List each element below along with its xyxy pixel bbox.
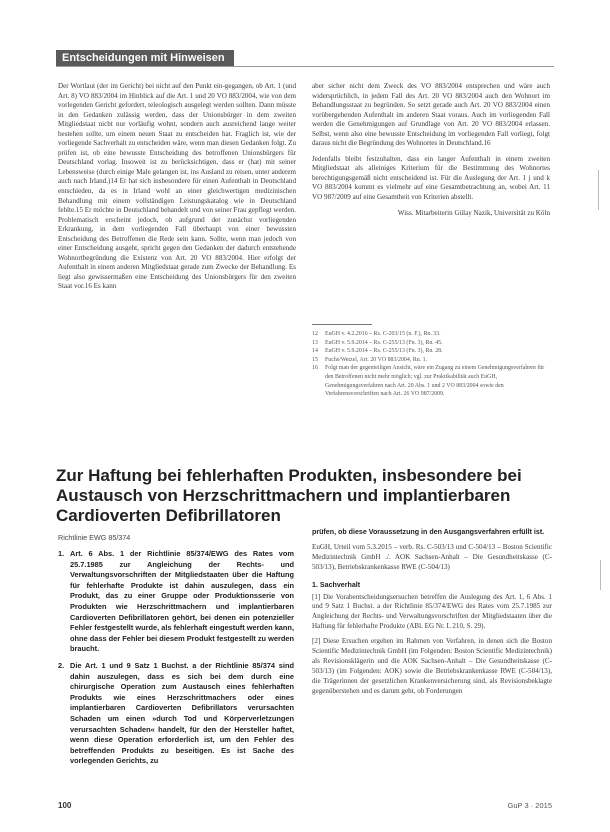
page-number: 100 <box>58 801 72 810</box>
footnote <box>312 364 550 398</box>
footnote-text: EuGH v. 5.9.2014 – Rs. C-255/13 (Fn. 3), Rn. 28. <box>325 348 443 355</box>
footnote-rule <box>312 324 372 325</box>
footnote <box>312 347 550 356</box>
headnotes <box>58 549 294 773</box>
author-line: Wiss. Mitarbeiterin Gülay Nazik, Universität zu Köln <box>397 208 550 217</box>
body-paragraph-2: [2] Diese Ersuchen ergehen im Rahmen von Verfahren, in denen sich die Boston Scientific Medizintechnik GmbH (im Folgenden: Boston Scientific Medizintechnik) als Revisionsklägerin und die AOK Sachsen-Anhalt – Die Gesundheitskasse (C-503/13) (im Folgenden: AOK) sowie die Betriebskrankenkasse RWE (C-504/13), die Trägerinnen der gesetzlichen Krankenversicherung sind, als Revisionsbeklagte gegenüberstehen und es darum geht, ob Forderungen <box>312 637 552 695</box>
footnotes <box>312 330 550 399</box>
headnote-number: 1. <box>58 549 65 558</box>
article-title: Zur Haftung bei fehlerhaften Produkten, insbesondere bei Austausch von Herzschrittmachern und implantierbaren Cardioverten Defibrillatoren <box>56 466 522 525</box>
body-paragraph-1: [1] Die Vorabentscheidungsersuchen betreffen die Auslegung des Art. 1, 6 Abs. 1 und 9 Satz 1 Buchst. a der Richtlinie 85/374/EWG des Rates vom 25.7.1985 zur Angleichung der Rechts- und Verwaltungsvorschriften der Mitgliedstaaten über die Haftung für fehlerhafte Produkte (ABl. EG Nr. L 210, S. 29). <box>312 592 552 631</box>
headnote-number: 2. <box>58 660 65 670</box>
article-right-column <box>312 528 552 702</box>
header-rule <box>56 66 554 67</box>
footnote-text: EuGH v. 4.2.2016 – Rs. C-203/15 (n. F.), Rn. 33. <box>325 331 441 337</box>
scan-edge-mark <box>598 170 599 210</box>
section-header: Entscheidungen mit Hinweisen <box>56 50 234 66</box>
footnote-number: 13 <box>312 339 318 346</box>
right-paragraph-2: Jedenfalls bleibt festzuhalten, dass ein langer Aufenthalt in einem zweiten Mitgliedstaat als alleiniges Kriterium für die Bestimmung des Wohnortes berechtigungsgemäß nicht entscheidend ist. Für die Auslegung der Art. 1 j und k VO 883/2004 kommt es vielmehr auf eine Gesamtbetrachtung an, wobei Art. 11 VO 987/2009 auf eine Gesamtheit von Kriterien abstellt. <box>312 154 550 202</box>
headnote-text: Die Art. 1 und 9 Satz 1 Buchst. a der Richtlinie 85/374 sind dahin auszulegen, dass es sich bei dem durch eine chirurgische Operation zum Austausch eines fehlerhaften Produkts wie eines Herzschrittmachers oder eines implantierbaren Cardioverten Defibrillators verursachten Schaden um einen »durch Tod und Körperverletzungen verursachten Schaden« handelt, für den der Hersteller haftet, wenn diese Operation erforderlich ist, um den Fehler des betreffenden Produkts zu beseitigen. Es ist Sache des vorlegenden Gerichts, zu <box>70 660 294 766</box>
upper-right-column <box>312 82 550 218</box>
headnote-item <box>58 549 294 655</box>
headnote-item <box>58 661 294 767</box>
journal-issue: GuP 3 · 2015 <box>507 801 552 810</box>
headnote-continuation: prüfen, ob diese Voraussetzung in den Ausgangsverfahren erfüllt ist. <box>312 528 545 536</box>
headnote-text: Art. 6 Abs. 1 der Richtlinie 85/374/EWG des Rates vom 25.7.1985 zur Angleichung der Rechts- und Verwaltungsvorschriften der Mitgliedstaaten über die Haftung für fehlerhafte Produkte ist dahin auszulegen, dass ein Produkt, das zu einer Gruppe oder Produktionsserie von Produkten wie Herzschrittmachern und implantierbaren Cardioverten Defibrillatoren gehört, bei denen ein potenzieller Fehler festgestellt wurde, als fehlerhaft eingestuft werden kann, ohne dass der Fehler bei diesem Produkt festgestellt zu werden braucht. <box>70 549 294 654</box>
section-heading: 1. Sachverhalt <box>312 580 361 589</box>
left-paragraph: Der Wortlaut (der im Gericht) bei nicht auf den Punkt ein-gegangen, ob Art. 1 (und Art. 8) VO 883/2004 im Hinblick auf die Art. 1 und 20 VO 883/2004, wie von dem vorlegenden Gericht gefordert, teleologisch ausgelegt werden sollten. Dann müsste in den Gedanken zulässig werden, dass der Unionsbürger in dem zweiten Mitgliedstaat nicht nur vorläufig wohnt, sondern auch ausreichend lange weiter bestehen sollte, um einem neuen Staat zu entscheiden hat. Fraglich ist, wie der vorliegende Sachverhalt zu entscheiden wäre, wenn man diesen Gedanken folgt. Zu prüfen ist, ob eine bewusste Entscheidung des betroffenen Unionsbürgers für Deutschland vorlag. Insoweit ist zu berücksichtigen, dass er (hat) mit seiner Lebensweise (durch einige Male gelangen ist, ins Ausland zu reisen, unter anderem auch nach Irland.)14 Er hat sich insbesondere für einen Aufenthalt in Deutschland entschieden, da es in Irland wohl an einer gleichwertigen medizinischen Behandlung mit einem vollständigen Leistungskatalog wie in Deutschland fehlte.15 Er möchte in Deutschland behandelt und von seiner Frau gepflegt werden. Problematisch erscheint jedoch, ob aufgrund der zunächst vorliegenden Erkrankung, in dem vorliegenden Fall überhaupt von einer bewussten Entscheidung des Betroffenen die Rede sein kann. Sollte, wenn man jedoch von einer Entscheidung ausgeht, spricht gegen den Gedanken der dadurch entstehende Wohnortbegründung die Existenz von Art. 20 VO 883/2004. Hier erfolgt der Aufenthalt in einem anderen Mitgliedstaat gerade zum Zwecke der Behandlung. Es liegt also gewissermaßen eine Entscheidung des Unionsbürgers für den zweiten Staat vor.16 Es kann <box>58 82 296 291</box>
footnote <box>312 330 550 339</box>
upper-left-column <box>58 82 296 292</box>
footnote-number: 15 <box>312 356 318 363</box>
footnote <box>312 356 550 365</box>
footnote-number: 12 <box>312 331 318 337</box>
footnote-text: EuGH v. 5.9.2014 – Rs. C-255/13 (Fn. 3), Rn. 45. <box>325 339 443 346</box>
footnote-text: Folgt man der gegenteiligen Ansicht, wäre ein Zugang zu einem Genehmigungsverfahren für den Betroffenen nicht mehr möglich; vgl. zur Praktikabilität auch EuGH, Genehmigungsverfahren nach Art. 20 Abs. 1 und 2 VO 883/2004 sowie den Verfahrensvorschriften nach Art. 26 VO 987/2009. <box>325 365 545 398</box>
footnote-number: 14 <box>312 348 318 355</box>
footnote-text: Fuchs/Wetzel, Art. 20 VO 883/2004, Rn. 1. <box>325 356 428 363</box>
footnote <box>312 339 550 348</box>
case-citation: EuGH, Urteil vom 5.3.2015 – verb. Rs. C-503/13 und C-504/13 – Boston Scientific Medizintechnik GmbH ./. AOK Sachsen-Anhalt – Die Gesundheitskasse (C-503/13), Betriebskrankenkasse RWE (C-504/13) <box>312 542 552 571</box>
footnote-number: 16 <box>312 365 318 372</box>
right-paragraph-1: aber sicher nicht dem Zweck des VO 883/2004 entsprechen und wäre auch widersprüchlich, in jedem Fall des Art. 20 VO 883/2004 auch den Wohnort im Behandlungsstaat zu begründen. So setzt gerade auch Art. 20 VO 883/2004 einen vorübergehenden Aufenthalt im anderen Staat voraus. Auch im vorliegenden Fall werden die Genehmigungen auf Grundlage von Art. 20 VO 883/2004 erlassen. Selbst, wenn also eine bewusste Entscheidung im vorliegenden Fall vorliegt, folgt daraus nicht die Begründung des Wohnortes in Deutschland.16 <box>312 82 550 148</box>
directive-reference: Richtlinie EWG 85/374 <box>58 533 131 542</box>
scan-edge-mark <box>600 560 601 590</box>
